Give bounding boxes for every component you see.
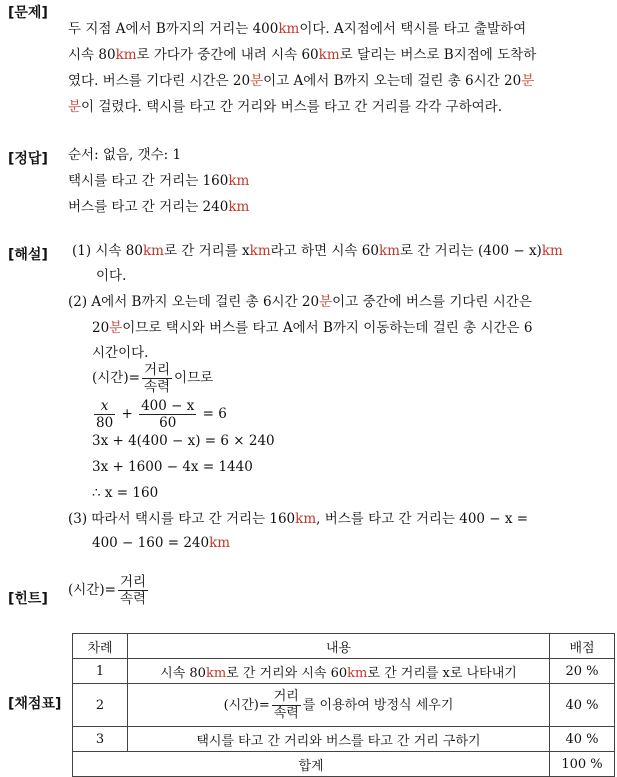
table-row xyxy=(73,684,615,727)
frac-numerator: x xyxy=(94,398,115,415)
unit-km: km xyxy=(541,243,563,259)
problem-line-3b: 이고 A에서 B까지 오는데 걸린 총 6시간 20 xyxy=(263,73,522,89)
hint-fraction xyxy=(118,574,148,607)
total-score: 100 % xyxy=(550,752,615,777)
table-total-row xyxy=(73,752,615,777)
solution-2a: (2) A에서 B까지 오는데 걸린 총 6시간 20 xyxy=(68,294,320,310)
solution-3a: (3) 따라서 택시를 타고 간 거리는 160 xyxy=(68,511,296,527)
row-content-part: 시속 80 xyxy=(160,665,206,681)
header-order: 차례 xyxy=(73,634,128,659)
problem-line-2c: 로 달리는 버스로 B지점에 도착하 xyxy=(339,47,537,63)
row-content-part: 로 간 거리와 시속 60 xyxy=(226,665,348,681)
fraction-400x-60 xyxy=(139,398,196,431)
hint-formula xyxy=(68,574,150,607)
row-content-part: 를 이용하여 방정식 세우기 xyxy=(302,697,454,713)
unit-km: km xyxy=(295,511,317,527)
scoring-table xyxy=(72,633,615,777)
row-content: 택시를 타고 간 거리와 버스를 타고 간 거리 구하기 xyxy=(128,727,550,752)
table-header-row xyxy=(73,634,615,659)
total-label: 합계 xyxy=(73,752,550,777)
time-formula xyxy=(92,362,213,395)
solution-2e: 시간이다. xyxy=(92,345,149,361)
section-solution: [해설] xyxy=(8,247,48,263)
row-content xyxy=(128,659,550,684)
problem-line-2a: 시속 80 xyxy=(68,47,116,63)
unit-km: km xyxy=(228,173,250,189)
solution-2b: 이고 중간에 버스를 기다린 시간은 xyxy=(332,294,532,310)
unit-min: 분 xyxy=(521,73,535,89)
row-number: 2 xyxy=(73,684,128,727)
unit-km: km xyxy=(378,243,400,259)
frac-numerator: 거리 xyxy=(119,574,147,590)
unit-km: km xyxy=(205,665,227,681)
plus-sign: + xyxy=(121,406,133,422)
equation-2: 3x + 4(400 − x) = 6 × 240 xyxy=(92,433,275,449)
frac-numerator: 거리 xyxy=(143,362,171,378)
answer-line-3: 버스를 타고 간 거리는 240 xyxy=(68,199,229,215)
equation-4: ∴ x = 160 xyxy=(92,485,159,501)
unit-km: km xyxy=(228,199,250,215)
unit-min: 분 xyxy=(250,73,264,89)
unit-km: km xyxy=(115,47,137,63)
row-number: 3 xyxy=(73,727,128,752)
solution-1b: 로 간 거리를 x xyxy=(163,243,250,259)
row-number: 1 xyxy=(73,659,128,684)
solution-2c: 20 xyxy=(92,320,110,336)
row-score: 20 % xyxy=(550,659,615,684)
table-row xyxy=(73,659,615,684)
frac-denominator: 60 xyxy=(159,415,177,431)
imro-text: 이므로 xyxy=(174,370,214,386)
solution-3b: , 버스를 타고 간 거리는 400 − x = xyxy=(316,511,529,527)
fraction xyxy=(142,362,172,395)
frac-denominator: 80 xyxy=(96,415,114,431)
problem-line-2b: 로 가다가 중간에 내려 시속 60 xyxy=(136,47,319,63)
header-score: 배점 xyxy=(550,634,615,659)
problem-line-1b: 이다. A지점에서 택시를 타고 출발하여 xyxy=(299,21,527,37)
row-content xyxy=(128,684,550,727)
solution-3c: 400 − 160 = 240 xyxy=(92,535,210,551)
equation-3: 3x + 1600 − 4x = 1440 xyxy=(92,459,253,475)
solution-1d: 로 간 거리는 (400 − x) xyxy=(399,243,542,259)
unit-km: km xyxy=(142,243,164,259)
answer-line-2: 택시를 타고 간 거리는 160 xyxy=(68,173,229,189)
equation-1 xyxy=(92,398,227,431)
unit-min: 분 xyxy=(109,320,123,336)
hint-time-label: (시간)= xyxy=(68,582,116,598)
section-scoring: [채점표] xyxy=(8,696,62,712)
unit-min: 분 xyxy=(319,294,333,310)
unit-km: km xyxy=(347,665,368,681)
solution-1a: (1) 시속 80 xyxy=(72,243,143,259)
row-score: 40 % xyxy=(550,727,615,752)
frac-numerator: 거리 xyxy=(273,688,299,704)
unit-km: km xyxy=(318,47,340,63)
equals-six: = 6 xyxy=(202,406,227,422)
section-answer: [정답] xyxy=(8,151,48,167)
solution-1e: 이다. xyxy=(96,268,127,284)
header-content: 내용 xyxy=(128,634,550,659)
time-label: (시간)= xyxy=(92,370,140,386)
frac-denominator: 속력 xyxy=(273,705,299,721)
fraction-x-80 xyxy=(94,398,115,431)
row-content-part: (시간)= xyxy=(223,697,270,713)
section-problem: [문제] xyxy=(8,5,48,21)
answer-line-1: 순서: 없음, 갯수: 1 xyxy=(68,147,182,163)
unit-km: km xyxy=(209,535,231,551)
table-row xyxy=(73,727,615,752)
section-hint: [힌트] xyxy=(8,591,48,607)
row-content-part: 로 간 거리를 x로 나타내기 xyxy=(367,665,517,681)
solution-1c: 라고 하면 시속 60 xyxy=(270,243,379,259)
problem-line-4: 이 걸렸다. 택시를 타고 간 거리와 버스를 타고 간 거리를 각각 구하여라. xyxy=(81,99,502,115)
unit-min: 분 xyxy=(68,99,82,115)
unit-km: km xyxy=(249,243,271,259)
frac-numerator: 400 − x xyxy=(141,398,195,414)
frac-denominator: 속력 xyxy=(119,591,147,607)
row-score: 40 % xyxy=(550,684,615,727)
frac-denominator: 속력 xyxy=(143,379,171,395)
problem-line-1a: 두 지점 A에서 B까지의 거리는 400 xyxy=(68,21,279,37)
solution-2d: 이므로 택시와 버스를 타고 A에서 B까지 이동하는데 걸린 총 시간은 6 xyxy=(122,320,533,336)
problem-line-3a: 였다. 버스를 기다린 시간은 20 xyxy=(68,73,251,89)
fraction xyxy=(272,689,301,722)
unit-km: km xyxy=(278,21,300,37)
